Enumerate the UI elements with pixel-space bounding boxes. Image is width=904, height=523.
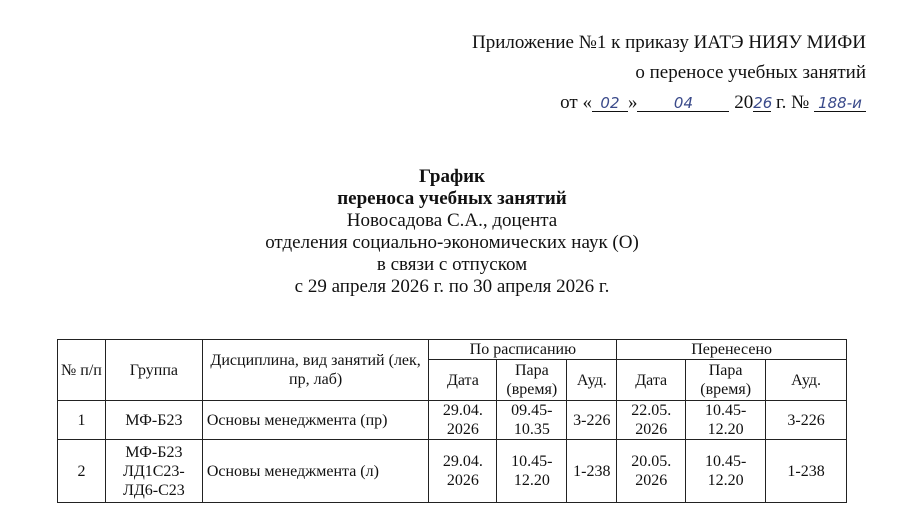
- year-suffix: г. №: [771, 92, 814, 113]
- cell-group: МФ-Б23 ЛД1С23- ЛД6-С23: [105, 440, 202, 503]
- cell-moved-room: 3-226: [766, 401, 847, 440]
- cell-moved-date: 22.05. 2026: [617, 401, 686, 440]
- cell-schedule-pair: 09.45- 10.35: [497, 401, 567, 440]
- document-title: [0, 166, 904, 298]
- cell-schedule-room: 3-226: [567, 401, 617, 440]
- table-row: [58, 440, 847, 503]
- quote-close: »: [627, 92, 638, 113]
- cell-schedule-date: 29.04. 2026: [429, 440, 497, 503]
- year-prefix: 20: [734, 92, 754, 113]
- col-header-moved-date: Дата: [617, 360, 686, 401]
- title-sub: переноса учебных занятий: [337, 188, 567, 209]
- col-header-discipline: Дисциплина, вид занятий (лек, пр, лаб): [202, 340, 429, 401]
- header-line-subject: о переносе учебных занятий: [635, 62, 866, 83]
- col-header-moved: Перенесено: [617, 340, 847, 360]
- cell-discipline: Основы менеджмента (пр): [202, 401, 429, 440]
- from-prefix: от «: [560, 92, 592, 113]
- col-header-num: № п/п: [58, 340, 106, 401]
- title-person: Новосадова С.А., доцента: [346, 210, 558, 231]
- handwritten-order-number: 188-и: [814, 95, 866, 112]
- col-header-by-schedule: По расписанию: [429, 340, 617, 360]
- cell-num: 1: [58, 401, 106, 440]
- cell-schedule-date: 29.04. 2026: [429, 401, 497, 440]
- cell-moved-pair: 10.45- 12.20: [686, 401, 766, 440]
- header-line-appendix: Приложение №1 к приказу ИАТЭ НИЯУ МИФИ: [472, 32, 866, 53]
- cell-schedule-room: 1-238: [567, 440, 617, 503]
- col-header-moved-pair: Пара (время): [686, 360, 766, 401]
- handwritten-day: 02: [592, 95, 628, 112]
- schedule-table: [57, 339, 847, 503]
- table-header-row: [58, 340, 847, 360]
- cell-moved-pair: 10.45- 12.20: [686, 440, 766, 503]
- title-period: с 29 апреля 2026 г. по 30 апреля 2026 г.: [294, 276, 610, 297]
- table-row: [58, 401, 847, 440]
- page-crop-edge: [0, 510, 904, 523]
- cell-moved-room: 1-238: [766, 440, 847, 503]
- title-department: отделения социально-экономических наук (О): [265, 232, 639, 253]
- col-header-schedule-date: Дата: [429, 360, 497, 401]
- title-reason: в связи с отпуском: [376, 254, 528, 275]
- cell-moved-date: 20.05. 2026: [617, 440, 686, 503]
- header-line-date-number: [472, 88, 866, 118]
- cell-schedule-pair: 10.45- 12.20: [497, 440, 567, 503]
- order-header: [472, 28, 866, 118]
- cell-group: МФ-Б23: [105, 401, 202, 440]
- title-main: График: [419, 166, 485, 187]
- col-header-moved-room: Ауд.: [766, 360, 847, 401]
- handwritten-year: 26: [753, 94, 773, 112]
- col-header-schedule-room: Ауд.: [567, 360, 617, 401]
- col-header-schedule-pair: Пара (время): [497, 360, 567, 401]
- cell-discipline: Основы менеджмента (л): [202, 440, 429, 503]
- handwritten-month: 04: [637, 95, 729, 112]
- col-header-group: Группа: [105, 340, 202, 401]
- cell-num: 2: [58, 440, 106, 503]
